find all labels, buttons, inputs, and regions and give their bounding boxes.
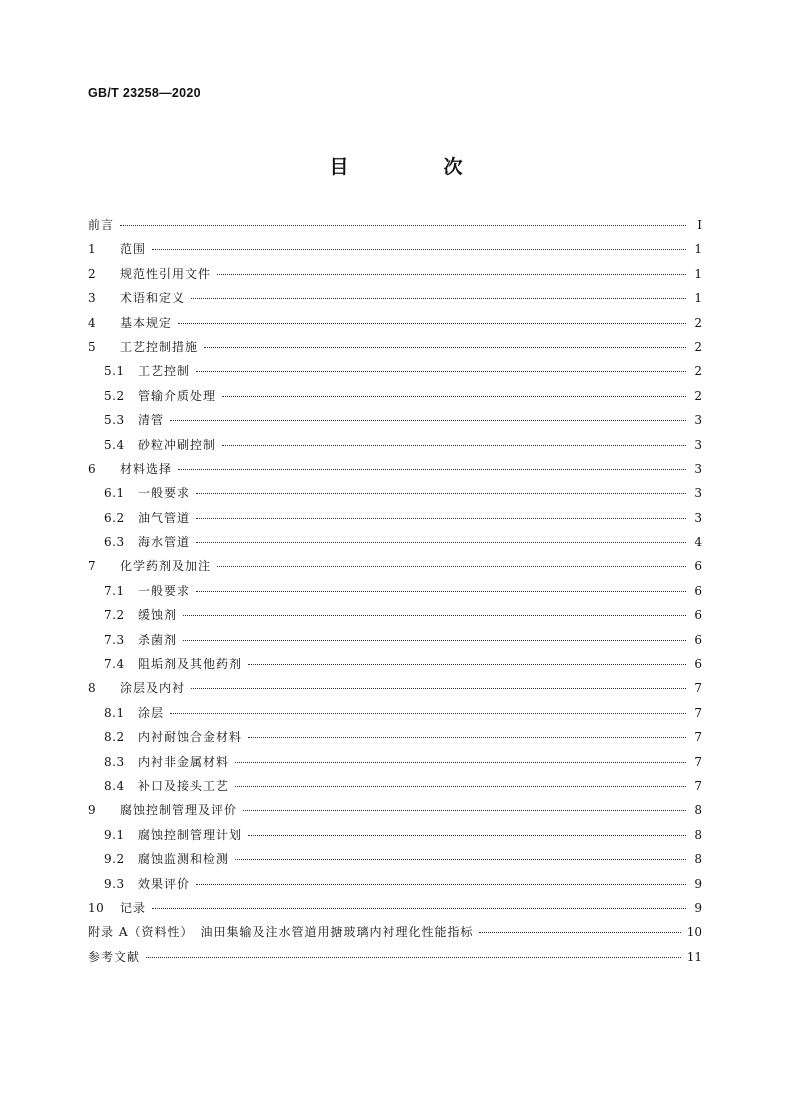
toc-entry-page: 6	[694, 559, 702, 574]
toc-entry-title: 工艺控制	[138, 364, 191, 379]
toc-leader-dots	[196, 518, 686, 519]
toc-entry-page: 2	[694, 364, 702, 379]
toc-leader-dots	[196, 493, 686, 494]
toc-entry-title: 记录	[120, 900, 147, 915]
toc-entry[interactable]	[88, 484, 702, 508]
toc-entry-number: 2	[88, 266, 97, 281]
toc-entry-title: 腐蚀控制管理及评价	[120, 803, 238, 818]
toc-entry-title: 补口及接头工艺	[138, 778, 230, 793]
toc-entry-number: 1	[88, 242, 97, 257]
toc-entry[interactable]	[88, 899, 702, 923]
toc-entry-title: 基本规定	[120, 315, 173, 330]
toc-entry[interactable]	[88, 679, 702, 703]
toc-entry[interactable]	[88, 289, 702, 313]
toc-entry-number: 5.1	[104, 364, 125, 379]
toc-entry-title: 砂粒冲刷控制	[138, 437, 217, 452]
toc-leader-dots	[243, 810, 686, 811]
toc-leader-dots	[146, 957, 681, 958]
toc-entry-page: 7	[694, 681, 702, 696]
toc-entry[interactable]	[88, 557, 702, 581]
toc-entry-page: 7	[694, 705, 702, 720]
toc-entry-number: 8.2	[104, 730, 125, 745]
toc-entry-title: 一般要求	[138, 583, 191, 598]
toc-entry-title: 缓蚀剂	[138, 608, 178, 623]
table-of-contents	[88, 216, 702, 972]
toc-entry[interactable]	[88, 582, 702, 606]
toc-entry-title: 杀菌剂	[138, 632, 178, 647]
toc-entry[interactable]	[88, 338, 702, 362]
toc-entry-title: 范围	[120, 242, 147, 257]
toc-entry[interactable]	[88, 948, 702, 972]
toc-entry-number: 8.3	[104, 754, 125, 769]
toc-leader-dots	[196, 542, 686, 543]
toc-leader-dots	[222, 445, 686, 446]
toc-entry-page: 9	[694, 900, 702, 915]
toc-entry[interactable]	[88, 801, 702, 825]
toc-entry-page: 11	[686, 949, 702, 964]
toc-entry-title: 附录 A（资料性） 油田集输及注水管道用搪玻璃内衬理化性能指标	[88, 925, 474, 940]
toc-entry-number: 8.4	[104, 778, 125, 793]
toc-entry-page: 2	[694, 339, 702, 354]
toc-entry[interactable]	[88, 923, 702, 947]
toc-entry-number: 6.1	[104, 486, 125, 501]
toc-entry-number: 5.3	[104, 413, 125, 428]
toc-entry-title: 参考文献	[88, 949, 141, 964]
toc-leader-dots	[183, 615, 686, 616]
toc-leader-dots	[204, 347, 686, 348]
toc-entry[interactable]	[88, 314, 702, 338]
toc-leader-dots	[152, 908, 686, 909]
standard-number: GB/T 23258—2020	[88, 86, 201, 100]
toc-entry-title: 腐蚀控制管理计划	[138, 827, 243, 842]
toc-entry-title: 管输介质处理	[138, 388, 217, 403]
toc-entry-page: 8	[694, 827, 702, 842]
toc-entry-number: 9.3	[104, 876, 125, 891]
page-title: 目 次	[329, 156, 501, 178]
toc-entry-page: 1	[694, 242, 702, 257]
toc-entry-page: Ⅰ	[697, 218, 702, 232]
toc-entry[interactable]	[88, 460, 702, 484]
toc-entry-number: 9.1	[104, 827, 125, 842]
toc-leader-dots	[196, 371, 686, 372]
toc-entry[interactable]	[88, 240, 702, 264]
toc-entry-number: 8	[88, 681, 97, 696]
toc-entry-number: 8.1	[104, 705, 125, 720]
toc-entry-page: 10	[686, 925, 702, 940]
toc-leader-dots	[120, 225, 686, 226]
toc-entry-title: 内衬耐蚀合金材料	[138, 730, 243, 745]
toc-entry[interactable]	[88, 704, 702, 728]
toc-entry-page: 8	[694, 852, 702, 867]
toc-entry-number: 9	[88, 803, 97, 818]
toc-entry-page: 6	[694, 583, 702, 598]
toc-leader-dots	[217, 274, 686, 275]
toc-leader-dots	[170, 420, 686, 421]
toc-entry-page: 6	[694, 657, 702, 672]
toc-entry-number: 6	[88, 461, 97, 476]
toc-entry[interactable]	[88, 509, 702, 533]
toc-entry[interactable]	[88, 850, 702, 874]
toc-entry-number: 5.2	[104, 388, 125, 403]
toc-leader-dots	[248, 835, 686, 836]
toc-leader-dots	[196, 884, 686, 885]
toc-leader-dots	[217, 566, 686, 567]
toc-entry-number: 7.3	[104, 632, 125, 647]
toc-entry[interactable]	[88, 826, 702, 850]
toc-entry-number: 7.4	[104, 657, 125, 672]
toc-entry-page: 2	[694, 388, 702, 403]
toc-entry-page: 2	[694, 315, 702, 330]
toc-entry[interactable]	[88, 387, 702, 411]
toc-entry-title: 工艺控制措施	[120, 339, 199, 354]
toc-entry[interactable]	[88, 777, 702, 801]
toc-entry-number: 6.2	[104, 510, 125, 525]
toc-leader-dots	[248, 664, 686, 665]
toc-entry[interactable]	[88, 631, 702, 655]
toc-entry-page: 6	[694, 608, 702, 623]
toc-entry-number: 3	[88, 291, 97, 306]
toc-leader-dots	[479, 932, 680, 933]
toc-entry-title: 化学药剂及加注	[120, 559, 212, 574]
toc-entry-title: 材料选择	[120, 461, 173, 476]
toc-entry[interactable]	[88, 411, 702, 435]
toc-entry-title: 涂层	[138, 705, 165, 720]
toc-entry[interactable]	[88, 265, 702, 289]
toc-entry[interactable]	[88, 436, 702, 460]
toc-leader-dots	[152, 249, 686, 250]
toc-leader-dots	[235, 762, 686, 763]
toc-entry[interactable]	[88, 606, 702, 630]
toc-entry-page: 3	[694, 510, 702, 525]
toc-entry-title: 海水管道	[138, 535, 191, 550]
toc-entry-number: 7.1	[104, 583, 125, 598]
toc-entry-number: 7	[88, 559, 97, 574]
toc-leader-dots	[191, 688, 686, 689]
toc-entry[interactable]	[88, 216, 702, 240]
toc-entry-page: 7	[694, 778, 702, 793]
toc-entry-page: 7	[694, 754, 702, 769]
toc-entry-number: 4	[88, 315, 97, 330]
toc-entry-number: 10	[88, 900, 105, 915]
toc-entry-title: 一般要求	[138, 486, 191, 501]
toc-entry-title: 术语和定义	[120, 291, 186, 306]
toc-leader-dots	[183, 640, 686, 641]
toc-leader-dots	[178, 323, 686, 324]
toc-entry-page: 9	[694, 876, 702, 891]
toc-entry-number: 5.4	[104, 437, 125, 452]
toc-entry-title: 前言	[88, 218, 115, 232]
toc-entry-title: 腐蚀监测和检测	[138, 852, 230, 867]
toc-entry-title: 涂层及内衬	[120, 681, 186, 696]
toc-leader-dots	[248, 737, 686, 738]
toc-entry[interactable]	[88, 533, 702, 557]
toc-entry-number: 5	[88, 339, 97, 354]
toc-entry[interactable]	[88, 728, 702, 752]
toc-entry-title: 规范性引用文件	[120, 266, 212, 281]
toc-entry[interactable]	[88, 362, 702, 386]
toc-entry-page: 4	[694, 535, 702, 550]
toc-leader-dots	[170, 713, 686, 714]
toc-leader-dots	[191, 298, 686, 299]
toc-entry-page: 1	[694, 291, 702, 306]
toc-leader-dots	[235, 786, 686, 787]
toc-entry-title: 阻垢剂及其他药剂	[138, 657, 243, 672]
toc-entry[interactable]	[88, 875, 702, 899]
toc-entry-page: 3	[694, 486, 702, 501]
toc-entry-page: 1	[694, 266, 702, 281]
toc-entry-title: 效果评价	[138, 876, 191, 891]
toc-entry-page: 3	[694, 437, 702, 452]
toc-leader-dots	[178, 469, 686, 470]
toc-leader-dots	[196, 591, 686, 592]
toc-leader-dots	[222, 396, 686, 397]
toc-entry-number: 9.2	[104, 852, 125, 867]
toc-entry-page: 7	[694, 730, 702, 745]
toc-entry-title: 内衬非金属材料	[138, 754, 230, 769]
toc-entry[interactable]	[88, 753, 702, 777]
toc-entry-number: 7.2	[104, 608, 125, 623]
toc-entry-number: 6.3	[104, 535, 125, 550]
toc-entry-title: 油气管道	[138, 510, 191, 525]
toc-entry-page: 3	[694, 413, 702, 428]
toc-leader-dots	[235, 859, 686, 860]
toc-entry-page: 8	[694, 803, 702, 818]
toc-entry-page: 3	[694, 461, 702, 476]
toc-entry-page: 6	[694, 632, 702, 647]
toc-entry[interactable]	[88, 655, 702, 679]
toc-entry-title: 清管	[138, 413, 165, 428]
